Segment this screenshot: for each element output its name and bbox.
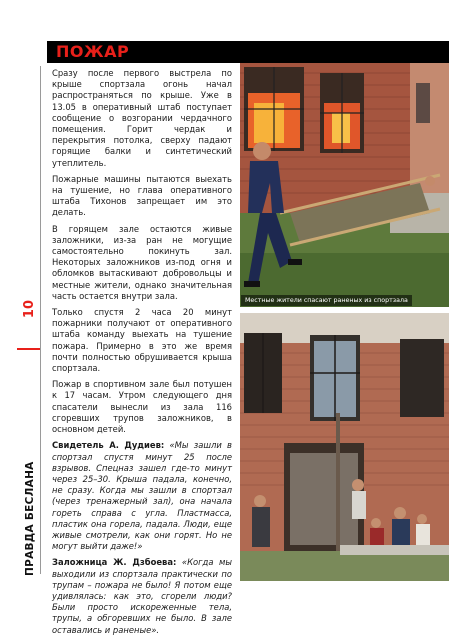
article-paragraph: Сразу после первого выстрела по крыше спортзала огонь начал распространяться по крыше. Уже в 13.05 в оперативный штаб поступает сообщение о возгорании чердачного помещения. Горит чердак и перекрытия потолка, сверху падают горящие балки и синтетический утеплитель. (52, 68, 232, 168)
quote-text: «Когда мы выходили из спортзала практически по трупам – пожара не было! Я потом еще удивлялась: как это, сгорели люди? Были просто искореженные тела, трупы, а обгоревших не было. В зале оставались и раненые». (52, 557, 232, 635)
article-paragraph: В горящем зале остаются живые заложники, из-за ран не могущие самостоятельно покинуть зал. Некоторых заложников из-под огня и обломков вытаскивают добровольцы и местные жители, однако значительная часть остается внутри зала. (52, 223, 232, 301)
fire-rescue-photo (240, 63, 449, 307)
ruined-gym-photo (240, 313, 449, 581)
article-paragraph: Пожар в спортивном зале был потушен к 17 часам. Утром следующего дня спасатели вынесли из зала 116 сгоревших трупов заложников, в основном детей. (52, 379, 232, 435)
side-divider (40, 66, 41, 574)
article-paragraph: Пожарные машины пытаются выехать на тушение, но глава оперативного штаба Тихонов запрещает им это делать. (52, 173, 232, 218)
article-body (52, 68, 232, 641)
ruined-gym-photo-icon (240, 313, 449, 581)
page-number: 10 (22, 300, 37, 319)
quote-speaker: Заложница Ж. Дзбоева: (52, 557, 177, 568)
witness-quote (52, 557, 232, 635)
page-title: ПОЖАР (56, 42, 130, 61)
fire-rescue-photo-icon (240, 63, 449, 307)
photo-caption: Местные жители спасают раненых из спортзала (241, 295, 412, 306)
side-label (20, 300, 40, 576)
witness-quote (52, 440, 232, 552)
quote-text: «Мы зашли в спортзал спустя минут 25 после взрывов. Спецназ зашел где-то минут через 25–30. Крыша падала, конечно, не сразу. Когда мы зашли в спортзал (через тренажерный зал), она начала гореть справа с угла. Пластмасса, пластик она горела, падала. Люди, еще живые смотрели, как они горят. Но не могут выйти даже!» (52, 440, 232, 552)
quote-speaker: Свидетель А. Дудиев: (52, 440, 165, 451)
section-name: ПРАВДА БЕСЛАНА (24, 461, 36, 576)
article-paragraph: Только спустя 2 часа 20 минут пожарники получают от оперативного штаба команду выехать на тушение пожара. Примерно в это же время почти полностью обрушивается крыша спортзала. (52, 307, 232, 374)
